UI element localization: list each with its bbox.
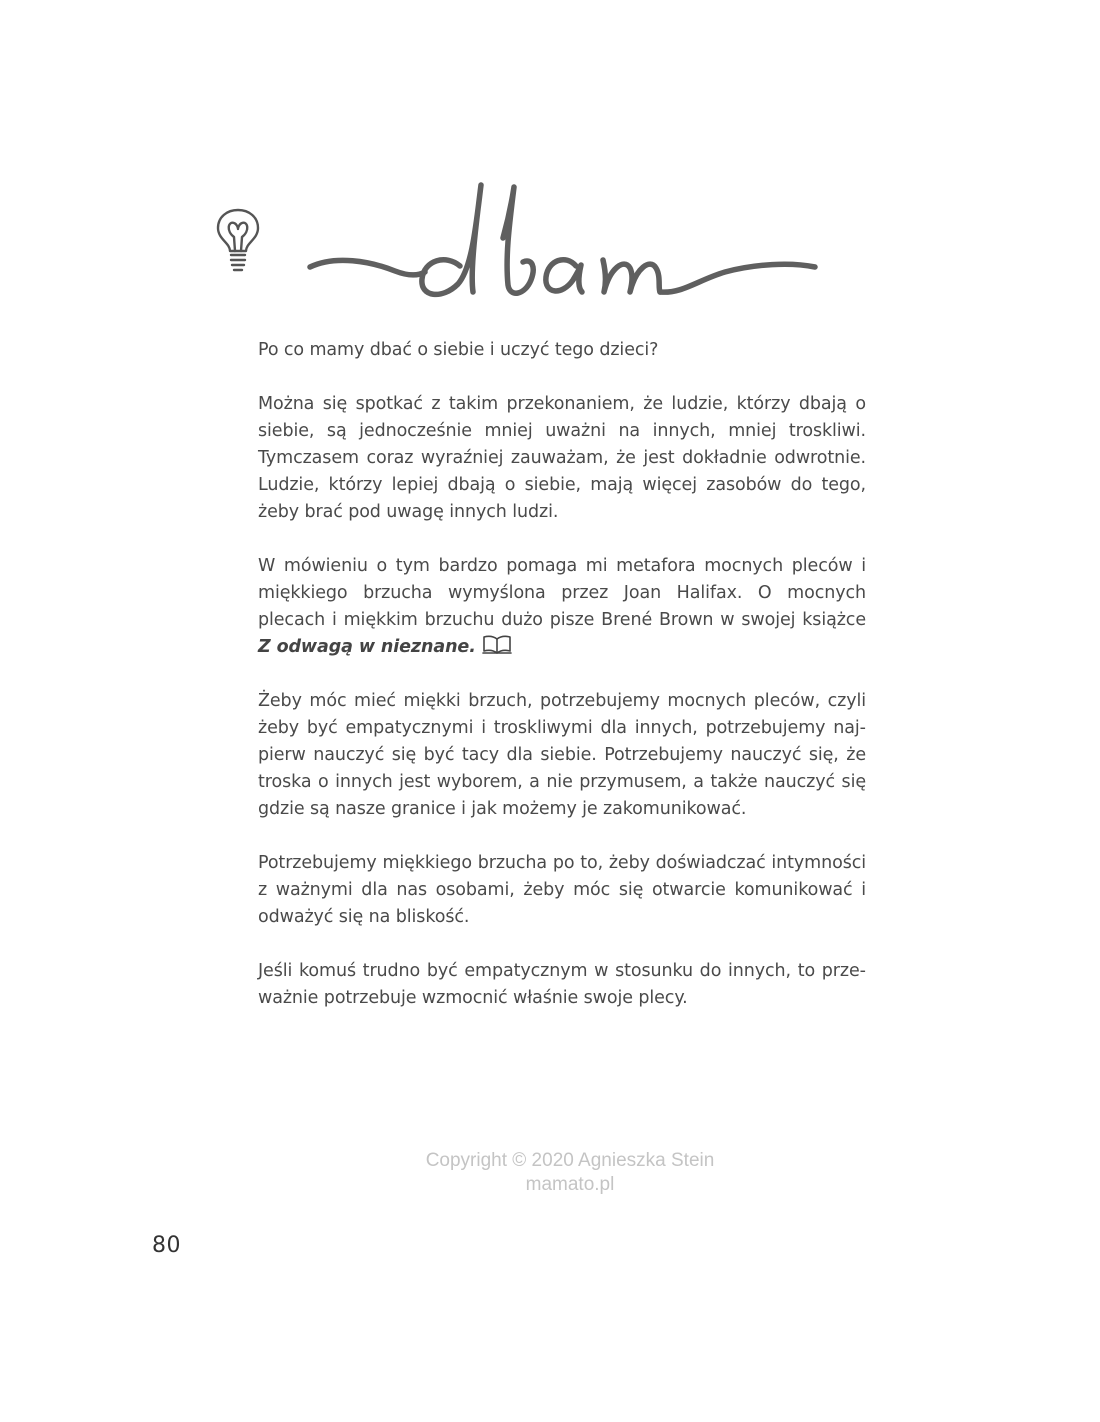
- paragraph-soft-belly: Żeby móc mieć miękki brzuch, potrzebujemy mocnych pleców, czyli żeby być empatycznymi i troskliwymi dla innych, potrzebujemy najpierw nauczyć się być tacy dla siebie. Potrzebujemy nauczyć się, że troska o innych jest wyborem, a nie przymusem, a także nauczyć się gdzie są nasze granice i jak możemy je zakomunikować.: [258, 691, 866, 819]
- book-title: Z odwagą w nieznane.: [258, 637, 476, 657]
- paragraph-empathy: Jeśli komuś trudno być empatycznym w stosunku do innych, to przeważnie potrzebuje wzmocnić właśnie swoje plecy.: [258, 961, 866, 1008]
- copyright-website: mamato.pl: [525, 1174, 615, 1195]
- page-number: 80: [152, 1233, 181, 1258]
- paragraph-intimacy: Potrzebujemy miękkiego brzucha po to, żeby doświadczać intymności z ważnymi dla nas osobami, żeby móc się otwarcie komunikować i odważyć się na bliskość.: [258, 853, 866, 927]
- paragraph-metaphor-text: W mówieniu o tym bardzo pomaga mi metafora mocnych pleców i miękkiego brzucha wymyślona przez Joan Halifax. O mocnych plecach i miękkim brzuchu dużo pisze Brené Brown w swojej książce: [258, 556, 866, 630]
- copyright-text: Copyright © 2020 Agnieszka Stein: [425, 1150, 715, 1171]
- paragraph-question: Po co mamy dbać o siebie i uczyć tego dzieci?: [258, 340, 659, 360]
- title-dbam-script: [300, 170, 830, 310]
- lightbulb-heart-icon: [213, 207, 263, 273]
- paragraph-self-care: Można się spotkać z takim przekonaniem, że ludzie, którzy dbają o siebie, są jednocześnie mniej uważni na innych, mniej troskliwi. Tymczasem coraz wyraźniej zauważam, że jest dokładnie odwrotnie. Ludzie, którzy lepiej dbają o siebie, mają więcej zasobów do tego, żeby brać pod uwagę innych ludzi.: [258, 394, 866, 522]
- paragraph-metaphor: [258, 553, 866, 661]
- copyright-watermark: [300, 1149, 840, 1197]
- open-book-icon: [482, 635, 512, 655]
- main-text: [258, 337, 866, 1039]
